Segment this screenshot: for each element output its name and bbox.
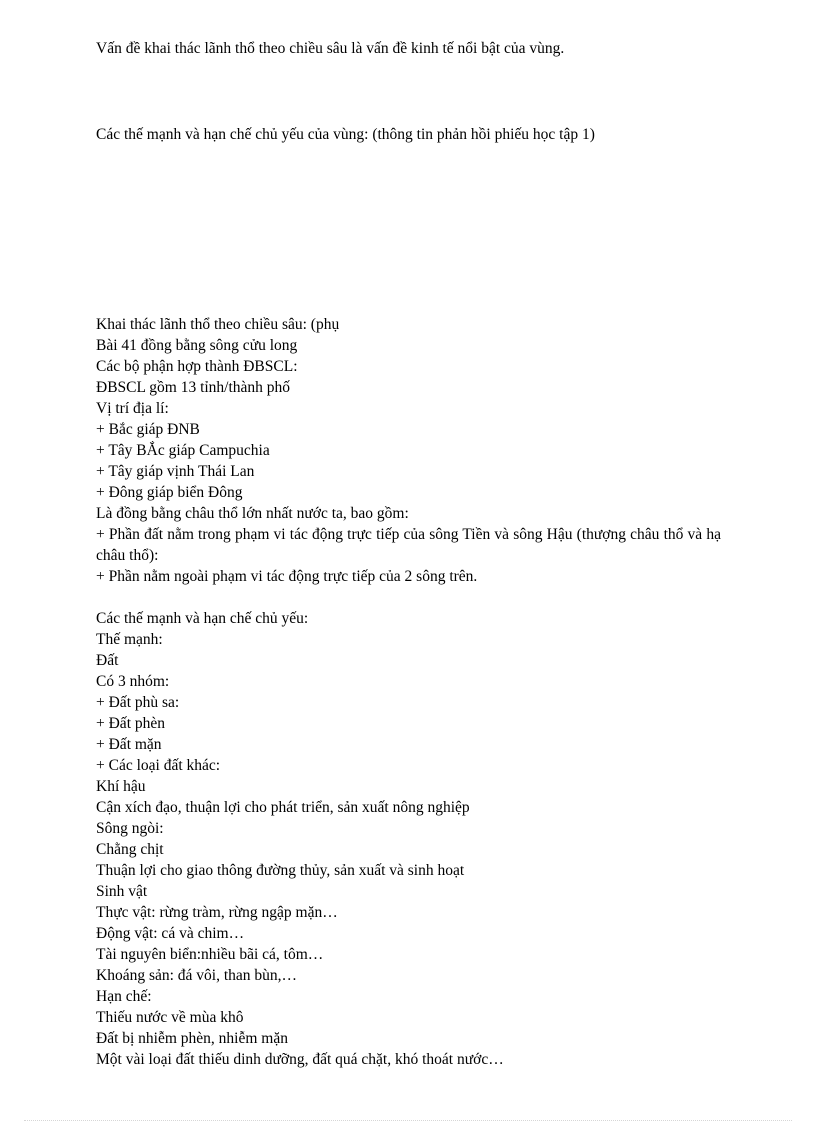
- text-line: Có 3 nhóm:: [96, 673, 170, 690]
- text-line: ĐBSCL gồm 13 tỉnh/thành phố: [96, 379, 291, 396]
- section-heading: Các thế mạnh và hạn chế chủ yếu:: [96, 610, 309, 627]
- text-line: + Đất phù sa:: [96, 694, 180, 711]
- text-line: + Tây giáp vịnh Thái Lan: [96, 463, 255, 480]
- text-paragraph: + Phần đất nằm trong phạm vi tác động trực tiếp của sông Tiền và sông Hậu (thượng châu thổ và hạ châu thổ):: [96, 526, 721, 564]
- notes-block: [96, 314, 721, 1070]
- text-line: Thực vật: rừng tràm, rừng ngập mặn…: [96, 904, 338, 921]
- text-line: Đất bị nhiễm phèn, nhiễm mặn: [96, 1030, 288, 1047]
- text-line: + Đông giáp biển Đông: [96, 484, 243, 501]
- intro-line-2: Các thế mạnh và hạn chế chủ yếu của vùng: (thông tin phản hồi phiếu học tập 1): [96, 126, 595, 143]
- text-line: Các bộ phận hợp thành ĐBSCL:: [96, 358, 298, 375]
- text-line: Chằng chịt: [96, 841, 164, 858]
- text-line: Thiếu nước về mùa khô: [96, 1009, 244, 1026]
- text-line: Khoáng sản: đá vôi, than bùn,…: [96, 967, 298, 984]
- text-line: Thế mạnh:: [96, 631, 163, 648]
- text-line: Là đồng bằng châu thổ lớn nhất nước ta, bao gồm:: [96, 505, 409, 522]
- intro-line-1: Vấn đề khai thác lãnh thổ theo chiều sâu là vấn đề kinh tế nổi bật của vùng.: [96, 40, 565, 57]
- text-line: Hạn chế:: [96, 988, 152, 1005]
- text-line: Sông ngòi:: [96, 820, 164, 837]
- text-line: Sinh vật: [96, 883, 148, 900]
- text-line: + Đất mặn: [96, 736, 162, 753]
- text-line: + Các loại đất khác:: [96, 757, 221, 774]
- text-line: Vị trí địa lí:: [96, 400, 169, 417]
- text-line: + Tây BẮc giáp Campuchia: [96, 442, 270, 459]
- blank-line: [96, 587, 721, 608]
- text-line: + Đất phèn: [96, 715, 166, 732]
- text-line: + Bắc giáp ĐNB: [96, 421, 200, 438]
- text-line: Khai thác lãnh thổ theo chiều sâu: (phụ: [96, 316, 340, 333]
- text-line: Một vài loại đất thiếu dinh dưỡng, đất quá chặt, khó thoát nước…: [96, 1051, 504, 1068]
- text-line: Động vật: cá và chim…: [96, 925, 245, 942]
- text-line: Đất: [96, 652, 119, 669]
- text-line: Khí hậu: [96, 778, 146, 795]
- text-line: Tài nguyên biển:nhiều bãi cá, tôm…: [96, 946, 324, 963]
- text-line: Thuận lợi cho giao thông đường thủy, sản xuất và sinh hoạt: [96, 862, 465, 879]
- text-line: + Phần nằm ngoài phạm vi tác động trực tiếp của 2 sông trên.: [96, 568, 478, 585]
- text-line: Cận xích đạo, thuận lợi cho phát triển, sản xuất nông nghiệp: [96, 799, 470, 816]
- lesson-title: Bài 41 đồng bằng sông cửu long: [96, 337, 298, 354]
- page-bottom-divider: [24, 1120, 792, 1121]
